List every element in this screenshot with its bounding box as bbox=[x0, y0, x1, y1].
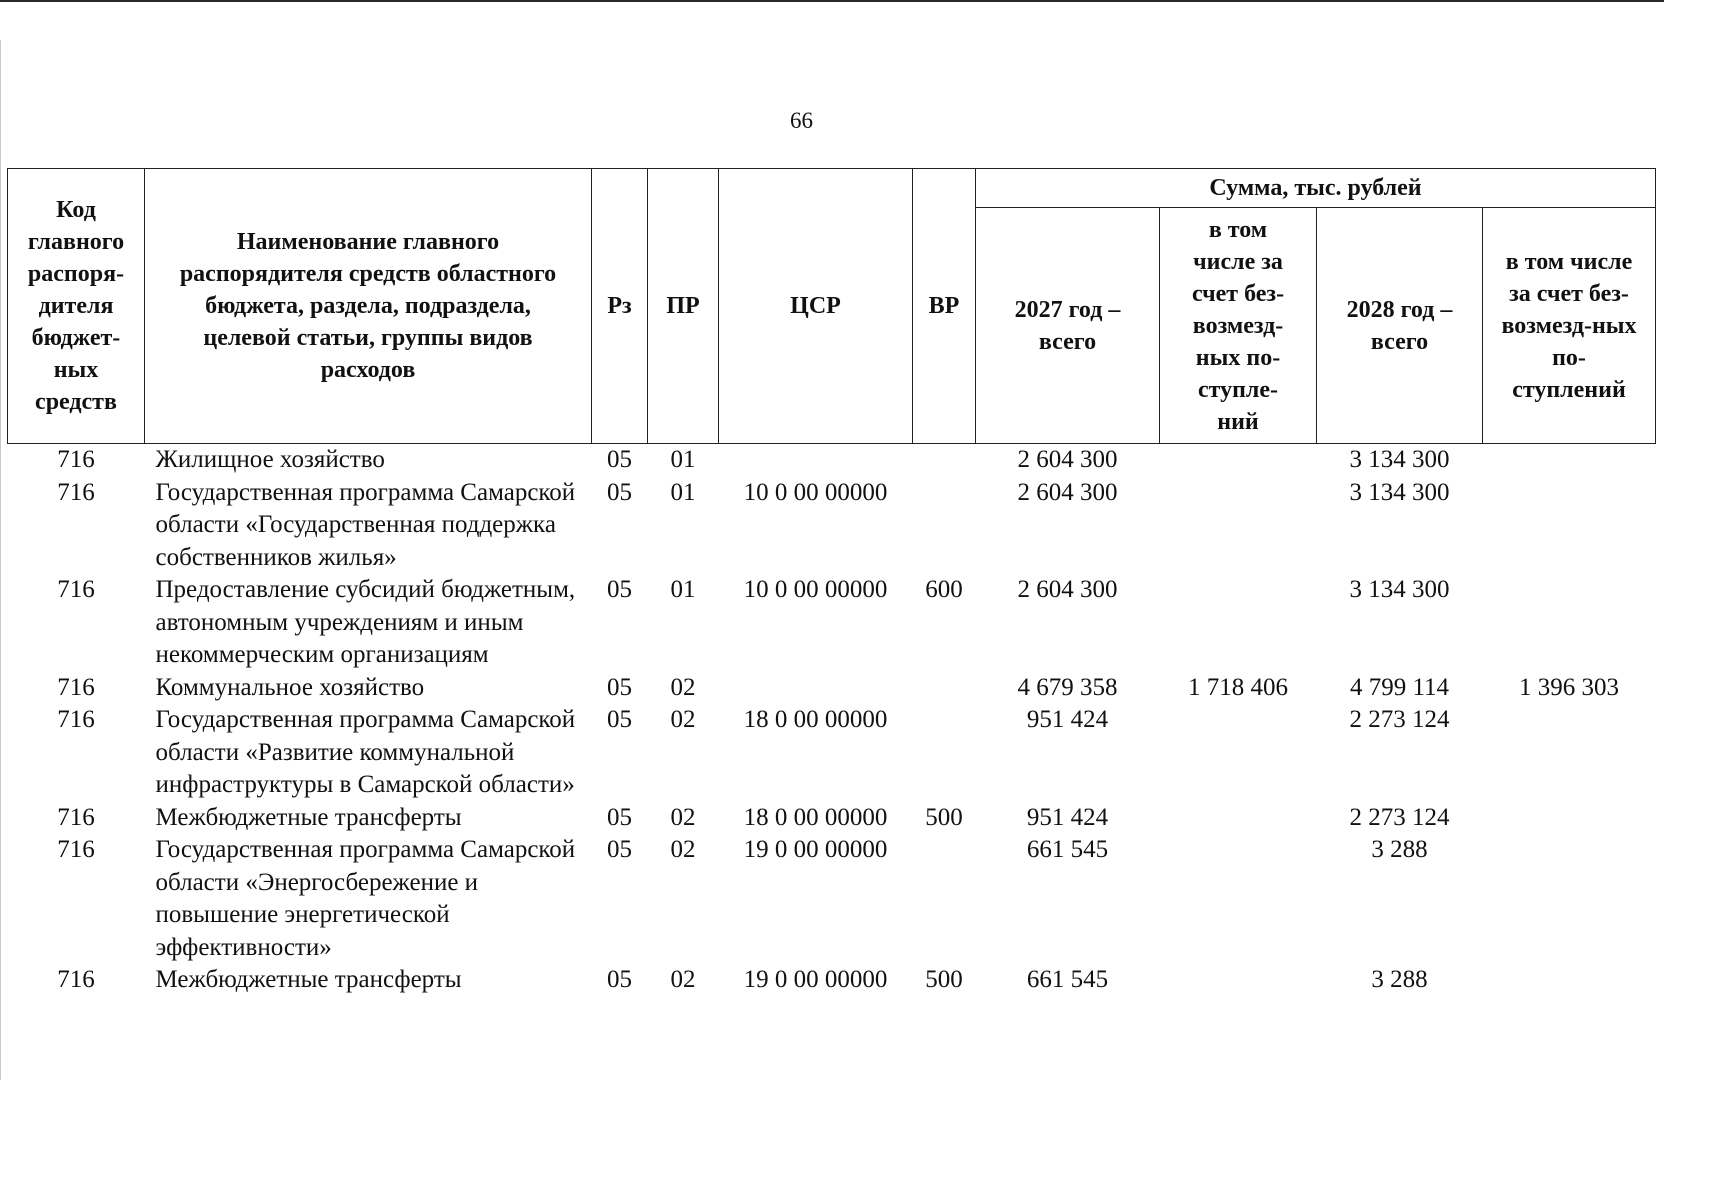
cell-2028-total: 3 134 300 bbox=[1349, 446, 1450, 473]
table-row bbox=[8, 834, 1656, 964]
table-header bbox=[8, 169, 1656, 444]
cell-2027-free bbox=[1160, 444, 1317, 477]
cell-2028-total: 3 134 300 bbox=[1349, 576, 1450, 603]
cell-code: 716 bbox=[57, 706, 95, 733]
table-row bbox=[8, 802, 1656, 835]
cell-pr: 02 bbox=[670, 673, 696, 701]
header-2028-total: 2028 год – всего bbox=[1317, 208, 1483, 444]
cell-2028-total: 3 134 300 bbox=[1349, 478, 1450, 506]
cell-2028-total: 3 288 bbox=[1371, 836, 1428, 863]
cell-2027-total: 2 604 300 bbox=[1017, 576, 1118, 603]
cell-code: 716 bbox=[57, 576, 95, 603]
cell-2028-free: 1 396 303 bbox=[1519, 673, 1619, 701]
cell-2027-free bbox=[1160, 477, 1317, 575]
cell-rz: 05 bbox=[607, 803, 632, 831]
cell-2028-free bbox=[1483, 834, 1656, 964]
header-name: Наименование главного распорядителя средств областного бюджета, раздела, подраздела, целевой статьи, группы видов расходов bbox=[145, 169, 592, 444]
cell-code: 716 bbox=[57, 836, 95, 863]
cell-name: Государственная программа Самарской области «Энергосбережение и повышение энергетической эффективности» bbox=[155, 836, 576, 961]
header-2028-free: в том числе за счет без-возмезд-ных по-ступлений bbox=[1483, 208, 1656, 444]
cell-2028-free bbox=[1483, 802, 1656, 835]
cell-code: 716 bbox=[57, 673, 95, 701]
cell-name: Межбюджетные трансферты bbox=[155, 803, 462, 831]
cell-code: 716 bbox=[57, 966, 95, 993]
cell-csr: 18 0 00 00000 bbox=[743, 706, 888, 733]
cell-rz: 05 bbox=[607, 836, 632, 863]
cell-code: 716 bbox=[57, 446, 95, 473]
cell-vr bbox=[913, 704, 976, 802]
cell-2028-free bbox=[1483, 444, 1656, 477]
table-row bbox=[8, 574, 1656, 672]
cell-2028-total: 4 799 114 bbox=[1349, 673, 1450, 701]
cell-rz: 05 bbox=[607, 706, 632, 733]
cell-pr: 02 bbox=[670, 803, 696, 831]
header-sum: Сумма, тыс. рублей bbox=[976, 169, 1656, 208]
cell-pr: 01 bbox=[670, 446, 696, 473]
cell-csr: 10 0 00 00000 bbox=[743, 478, 888, 506]
cell-rz: 05 bbox=[607, 966, 632, 993]
cell-pr: 01 bbox=[670, 576, 696, 603]
budget-table bbox=[7, 168, 1656, 997]
cell-2027-total: 661 545 bbox=[1026, 836, 1109, 863]
table-body bbox=[8, 444, 1656, 997]
cell-vr bbox=[913, 672, 976, 705]
table-row bbox=[8, 444, 1656, 477]
cell-2027-free bbox=[1160, 704, 1317, 802]
cell-pr: 01 bbox=[670, 478, 696, 506]
cell-2027-free: 1 718 406 bbox=[1188, 673, 1288, 701]
cell-2027-total: 951 424 bbox=[1026, 803, 1109, 831]
cell-2028-total: 2 273 124 bbox=[1349, 803, 1450, 831]
page-number: 66 bbox=[790, 108, 813, 133]
cell-name: Жилищное хозяйство bbox=[155, 446, 385, 473]
cell-2027-total: 2 604 300 bbox=[1017, 478, 1118, 506]
cell-rz: 05 bbox=[607, 673, 632, 701]
cell-2027-total: 4 679 358 bbox=[1017, 673, 1118, 701]
cell-2028-free bbox=[1483, 574, 1656, 672]
cell-2028-total: 2 273 124 bbox=[1349, 706, 1450, 733]
cell-2027-free bbox=[1160, 964, 1317, 997]
cell-2027-free bbox=[1160, 802, 1317, 835]
cell-vr: 500 bbox=[925, 966, 963, 993]
cell-pr: 02 bbox=[670, 706, 696, 733]
cell-vr bbox=[913, 477, 976, 575]
cell-2028-free bbox=[1483, 964, 1656, 997]
cell-csr: 19 0 00 00000 bbox=[743, 966, 888, 993]
cell-rz: 05 bbox=[607, 446, 632, 473]
top-rule bbox=[0, 0, 1664, 2]
cell-vr: 500 bbox=[925, 803, 963, 831]
cell-vr bbox=[913, 444, 976, 477]
cell-csr bbox=[719, 444, 913, 477]
header-2027-total: 2027 год – всего bbox=[976, 208, 1160, 444]
cell-pr: 02 bbox=[670, 836, 696, 863]
cell-name: Коммунальное хозяйство bbox=[155, 673, 425, 701]
cell-rz: 05 bbox=[607, 478, 632, 506]
header-code: Код главного распоря-дителя бюджет-ных средств bbox=[8, 169, 145, 444]
cell-2027-total: 951 424 bbox=[1026, 706, 1109, 733]
left-margin-rule bbox=[0, 40, 1, 1080]
cell-2027-free bbox=[1160, 574, 1317, 672]
cell-csr bbox=[719, 672, 913, 705]
cell-name: Межбюджетные трансферты bbox=[155, 966, 462, 993]
cell-code: 716 bbox=[57, 478, 95, 506]
header-pr: ПР bbox=[648, 169, 719, 444]
cell-vr bbox=[913, 834, 976, 964]
cell-rz: 05 bbox=[607, 576, 632, 603]
cell-csr: 19 0 00 00000 bbox=[743, 836, 888, 863]
cell-name: Предоставление субсидий бюджетным, автономным учреждениям и иным некоммерческим организациям bbox=[155, 576, 576, 668]
cell-csr: 10 0 00 00000 bbox=[743, 576, 888, 603]
cell-2027-total: 661 545 bbox=[1026, 966, 1109, 993]
cell-2027-free bbox=[1160, 834, 1317, 964]
cell-2028-total: 3 288 bbox=[1371, 966, 1428, 993]
cell-2028-free bbox=[1483, 704, 1656, 802]
cell-pr: 02 bbox=[670, 966, 696, 993]
header-vr: ВР bbox=[913, 169, 976, 444]
cell-csr: 18 0 00 00000 bbox=[743, 803, 888, 831]
cell-code: 716 bbox=[57, 803, 95, 831]
cell-vr: 600 bbox=[925, 576, 963, 603]
table-row bbox=[8, 704, 1656, 802]
header-csr: ЦСР bbox=[719, 169, 913, 444]
header-rz: Рз bbox=[592, 169, 648, 444]
header-2027-free: в том числе за счет без-возмезд-ных по-ступле-ний bbox=[1160, 208, 1317, 444]
cell-name: Государственная программа Самарской области «Государственная поддержка собственников жилья» bbox=[155, 478, 576, 571]
table-row bbox=[8, 964, 1656, 997]
cell-name: Государственная программа Самарской области «Развитие коммунальной инфраструктуры в Самарской области» bbox=[155, 706, 576, 798]
table-row bbox=[8, 672, 1656, 705]
cell-2027-total: 2 604 300 bbox=[1017, 446, 1118, 473]
table-row bbox=[8, 477, 1656, 575]
cell-2028-free bbox=[1483, 477, 1656, 575]
